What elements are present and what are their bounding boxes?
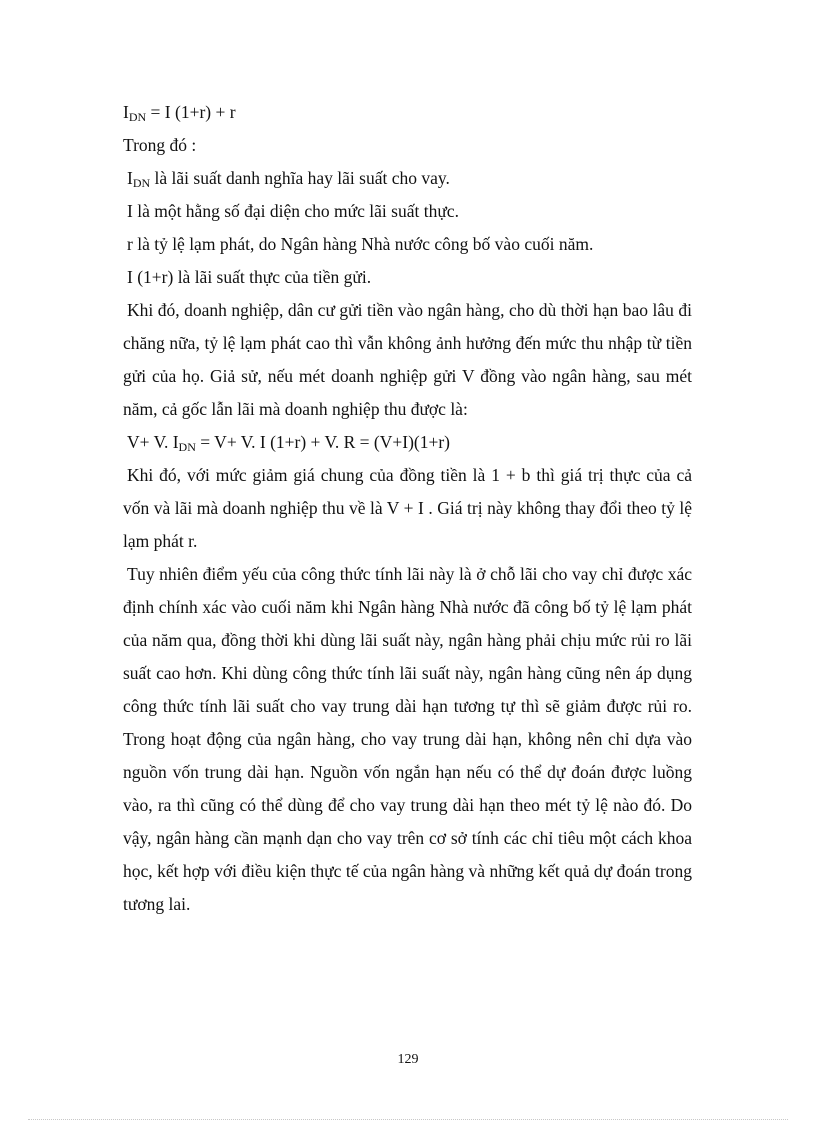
formula-rhs: = I (1+r) + r bbox=[146, 102, 236, 122]
page-body bbox=[123, 96, 692, 921]
definition-symbol: r bbox=[127, 234, 133, 254]
paragraph-weakness bbox=[123, 558, 692, 921]
page-bottom-border bbox=[28, 1119, 788, 1120]
definition-text: là một hằng số đại diện cho mức lãi suất thực. bbox=[132, 201, 459, 221]
definition-i-1-r bbox=[123, 261, 692, 294]
definition-text: là lãi suất thực của tiền gửi. bbox=[173, 267, 372, 287]
paragraph-text: Tuy nhiên điểm yếu của công thức tính lãi này là ở chỗ lãi cho vay chỉ được xác định chính xác vào cuối năm khi Ngân hàng Nhà nước đã công bố tỷ lệ lạm phát của năm qua, đồng thời khi dùng lãi suất này, ngân hàng phải chịu mức rủi ro lãi suất cao hơn. Khi dùng công thức tính lãi suất này, ngân hàng cũng nên áp dụng công thức tính lãi suất cho vay trung dài hạn tương tự thì sẽ giảm được rủi ro. Trong hoạt động của ngân hàng, cho vay trung dài hạn, không nên chỉ dựa vào nguồn vốn trung dài hạn. Nguồn vốn ngắn hạn nếu có thể dự đoán được luồng vào, ra thì cũng có thể dùng để cho vay trung dài hạn theo mét tỷ lệ nào đó. Do vậy, ngân hàng cần mạnh dạn cho vay trên cơ sở tính các chỉ tiêu một cách khoa học, kết hợp với điều kiện thực tế của ngân hàng và những kết quả dự đoán trong tương lai. bbox=[123, 564, 692, 914]
paragraph-deposit-example bbox=[123, 294, 692, 426]
definition-symbol: I (1+r) bbox=[127, 267, 174, 287]
formula-lhs-subscript: DN bbox=[128, 110, 147, 124]
definition-symbol: I bbox=[127, 168, 133, 188]
paragraph-real-value bbox=[123, 459, 692, 558]
definition-i bbox=[123, 195, 692, 228]
where-label: Trong đó : bbox=[123, 135, 197, 155]
formula-lhs: I bbox=[123, 102, 129, 122]
paragraph-text: Khi đó, doanh nghiệp, dân cư gửi tiền vào ngân hàng, cho dù thời hạn bao lâu đi chăng nữa, tỷ lệ lạm phát cao thì vẫn không ảnh hưởng đến mức thu nhập từ tiền gửi của họ. Giả sử, nếu mét doanh nghiệp gửi V đồng vào ngân hàng, sau mét năm, cả gốc lẫn lãi mà doanh nghiệp thu được là: bbox=[123, 300, 692, 419]
formula-interest-rate bbox=[123, 96, 692, 129]
definition-r bbox=[123, 228, 692, 261]
formula-subscript: DN bbox=[178, 440, 196, 454]
definition-subscript: DN bbox=[132, 176, 151, 190]
definition-symbol: I bbox=[127, 201, 133, 221]
definition-idn bbox=[123, 162, 692, 195]
paragraph-text: Khi đó, với mức giảm giá chung của đồng tiền là 1 + b thì giá trị thực của cả vốn và lãi mà doanh nghiệp thu về là V + I . Giá trị này không thay đổi theo tỷ lệ lạm phát r. bbox=[123, 465, 692, 551]
page-number: 129 bbox=[397, 1052, 419, 1067]
formula-part: = V+ V. I (1+r) + V. R = (V+I)(1+r) bbox=[195, 432, 451, 452]
definition-text: là lãi suất danh nghĩa hay lãi suất cho vay. bbox=[150, 168, 450, 188]
formula-principal-interest bbox=[123, 426, 692, 459]
formula-part: V+ V. I bbox=[127, 432, 179, 452]
definition-text: là tỷ lệ lạm phát, do Ngân hàng Nhà nước công bố vào cuối năm. bbox=[132, 234, 594, 254]
